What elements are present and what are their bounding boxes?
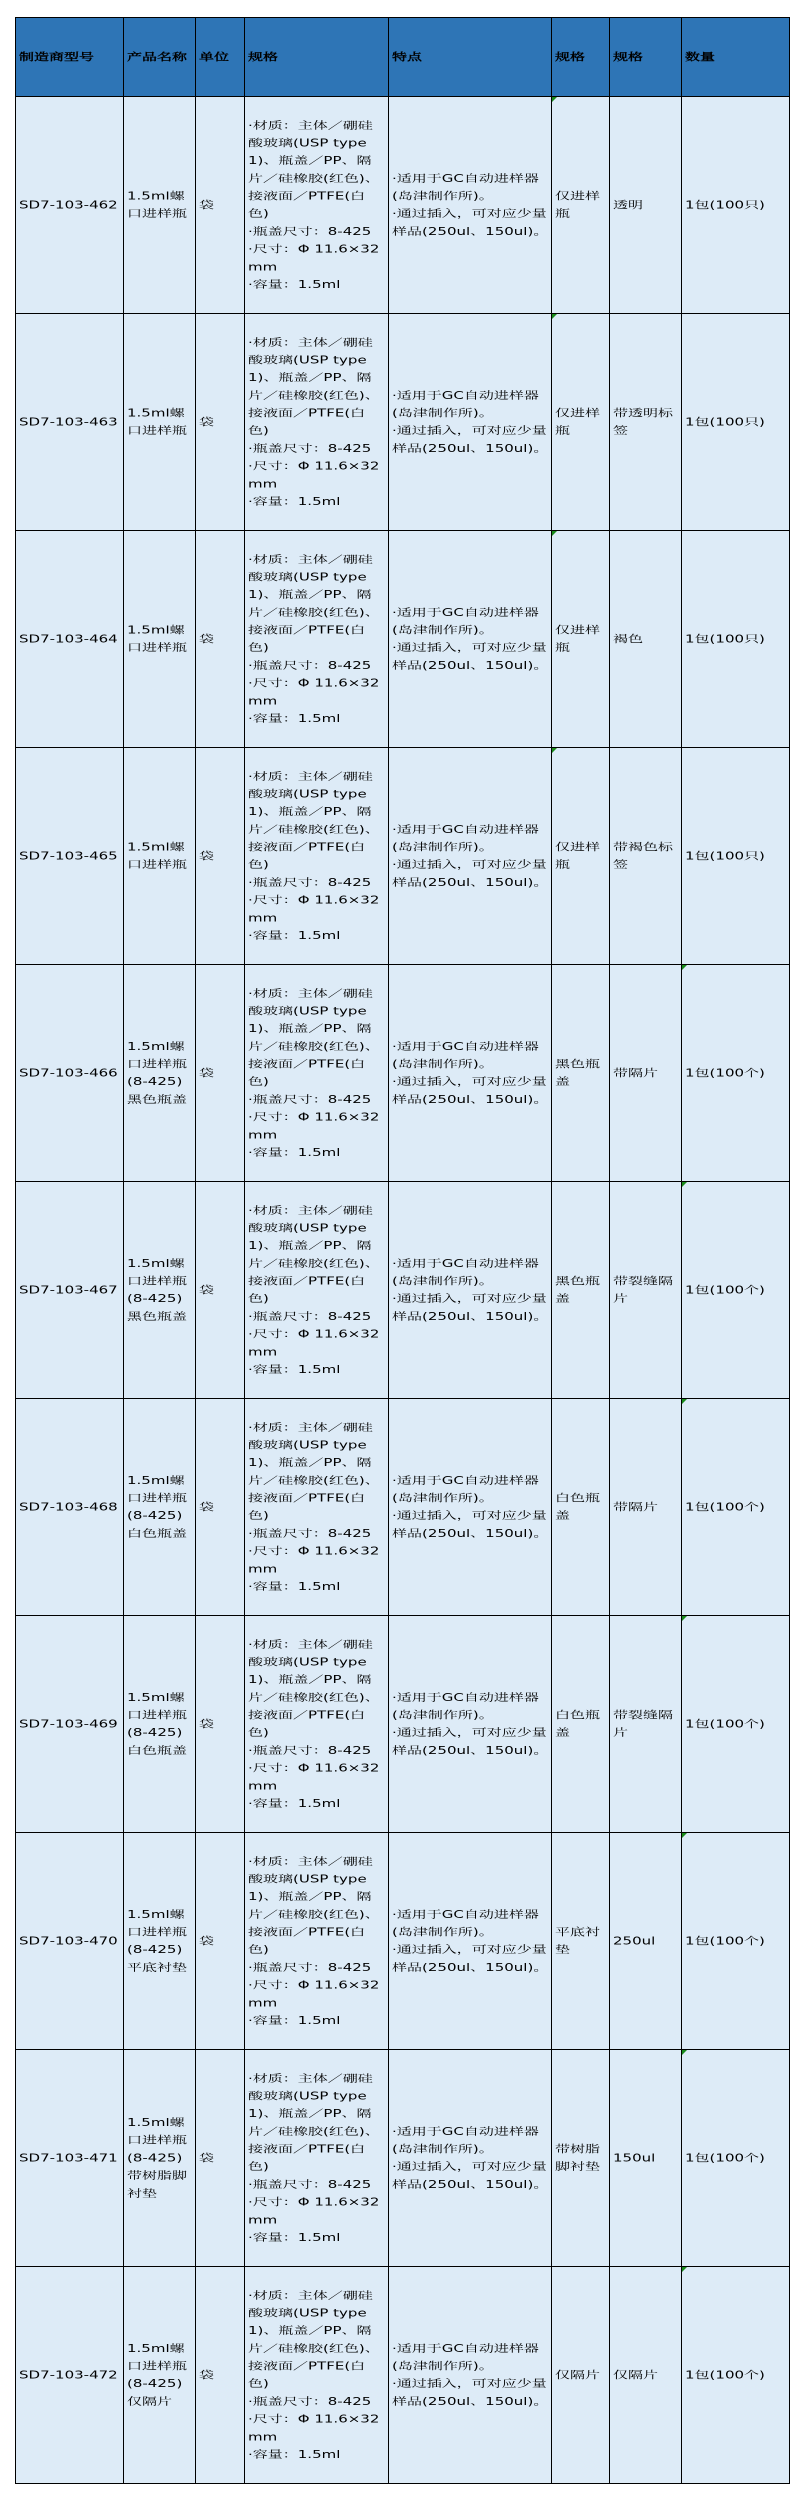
qty-text: 1包(100个)	[685, 2151, 765, 2165]
model-cell[interactable]	[16, 314, 124, 531]
features-line: ·通过插入，可对应少量样品(250ul、150ul)。	[392, 1726, 549, 1757]
variant-text: 150ul	[613, 2151, 656, 2165]
spec-line: ·材质：主体／硼硅酸玻璃(USP type1)、瓶盖／PP、隔片／硅橡胶(红色)、接液面／PTFE(白色)	[248, 2289, 380, 2390]
table-row	[16, 2050, 790, 2267]
header-label: 规格	[613, 50, 644, 64]
unit-text: 袋	[199, 1717, 215, 1731]
model-text: SD7-103-465	[19, 849, 118, 863]
model-text: SD7-103-470	[19, 1934, 118, 1948]
qty-cell[interactable]	[682, 1182, 790, 1399]
table-row	[16, 1616, 790, 1833]
variant-cell[interactable]	[610, 1182, 682, 1399]
unit-text: 袋	[199, 2368, 215, 2382]
spec-cell[interactable]	[245, 1833, 389, 2050]
header-label: 特点	[392, 50, 423, 64]
qty-text: 1包(100个)	[685, 1066, 765, 1080]
features-line: ·适用于GC自动进样器(岛津制作所)。	[392, 1908, 539, 1939]
table-row	[16, 1833, 790, 2050]
features-line: ·通过插入，可对应少量样品(250ul、150ul)。	[392, 207, 549, 238]
qty-text: 1包(100个)	[685, 2368, 765, 2382]
features-line: ·适用于GC自动进样器(岛津制作所)。	[392, 2125, 539, 2156]
name-text: 1.5ml螺口进样瓶	[127, 841, 188, 871]
model-text: SD7-103-467	[19, 1283, 118, 1297]
features-line: ·通过插入，可对应少量样品(250ul、150ul)。	[392, 2160, 549, 2191]
qty-text: 1包(100只)	[685, 198, 765, 212]
name-cell[interactable]	[124, 748, 196, 965]
type-text: 黑色瓶盖	[555, 1275, 601, 1305]
model-cell[interactable]	[16, 965, 124, 1182]
unit-text: 袋	[199, 1934, 215, 1948]
table-row	[16, 314, 790, 531]
unit-text: 袋	[199, 632, 215, 646]
type-cell[interactable]	[552, 97, 610, 314]
variant-text: 透明	[613, 198, 644, 212]
header-label: 规格	[555, 50, 586, 64]
name-text: 1.5ml螺口进样瓶(8-425)黑色瓶盖	[127, 1257, 188, 1323]
features-text	[392, 170, 549, 241]
features-line: ·适用于GC自动进样器(岛津制作所)。	[392, 606, 539, 637]
spec-line: ·瓶盖尺寸：8-425	[248, 659, 372, 672]
qty-cell[interactable]	[682, 1616, 790, 1833]
unit-cell[interactable]	[196, 748, 245, 965]
spec-line: ·容量：1.5ml	[248, 2014, 341, 2027]
unit-cell[interactable]	[196, 314, 245, 531]
table-row	[16, 748, 790, 965]
spec-text	[248, 334, 386, 511]
qty-text: 1包(100个)	[685, 1717, 765, 1731]
spec-cell[interactable]	[245, 748, 389, 965]
model-cell[interactable]	[16, 1399, 124, 1616]
spec-line: ·瓶盖尺寸：8-425	[248, 1310, 372, 1323]
spec-text	[248, 1853, 386, 2030]
type-cell[interactable]	[552, 2050, 610, 2267]
name-cell[interactable]	[124, 2050, 196, 2267]
name-cell[interactable]	[124, 1399, 196, 1616]
features-cell[interactable]	[389, 2267, 552, 2484]
spec-line: ·尺寸：Φ 11.6×32mm	[248, 243, 380, 273]
features-text	[392, 1255, 549, 1326]
features-line: ·通过插入，可对应少量样品(250ul、150ul)。	[392, 1943, 549, 1974]
spec-line: ·材质：主体／硼硅酸玻璃(USP type1)、瓶盖／PP、隔片／硅橡胶(红色)、接液面／PTFE(白色)	[248, 1638, 380, 1739]
spec-line: ·容量：1.5ml	[248, 2231, 341, 2244]
spec-line: ·尺寸：Φ 11.6×32mm	[248, 1111, 380, 1141]
model-cell[interactable]	[16, 1616, 124, 1833]
features-line: ·适用于GC自动进样器(岛津制作所)。	[392, 823, 539, 854]
type-cell[interactable]	[552, 314, 610, 531]
spec-text	[248, 1636, 386, 1813]
unit-text: 袋	[199, 1283, 215, 1297]
variant-cell[interactable]	[610, 531, 682, 748]
spec-line: ·瓶盖尺寸：8-425	[248, 442, 372, 455]
features-line: ·适用于GC自动进样器(岛津制作所)。	[392, 172, 539, 203]
unit-text: 袋	[199, 849, 215, 863]
model-text: SD7-103-471	[19, 2151, 118, 2165]
spec-text	[248, 2070, 386, 2247]
features-text	[392, 2340, 549, 2411]
name-text: 1.5ml螺口进样瓶(8-425)白色瓶盖	[127, 1691, 188, 1757]
variant-text: 250ul	[613, 1934, 656, 1948]
features-text	[392, 1472, 549, 1543]
spec-line: ·尺寸：Φ 11.6×32mm	[248, 460, 380, 490]
comment-marker-icon	[682, 1399, 687, 1404]
name-cell[interactable]	[124, 965, 196, 1182]
name-text: 1.5ml螺口进样瓶(8-425)仅隔片	[127, 2342, 188, 2408]
features-text	[392, 387, 549, 458]
table-row	[16, 1399, 790, 1616]
variant-text: 褐色	[613, 632, 644, 646]
type-cell[interactable]	[552, 1833, 610, 2050]
type-text: 黑色瓶盖	[555, 1058, 601, 1088]
model-cell[interactable]	[16, 2050, 124, 2267]
spec-text	[248, 1419, 386, 1596]
type-cell[interactable]	[552, 1616, 610, 1833]
qty-cell[interactable]	[682, 2267, 790, 2484]
features-text	[392, 821, 549, 892]
features-text	[392, 1689, 549, 1760]
features-line: ·通过插入，可对应少量样品(250ul、150ul)。	[392, 424, 549, 455]
header-features	[389, 18, 552, 97]
unit-cell[interactable]	[196, 2050, 245, 2267]
comment-marker-icon	[682, 1833, 687, 1838]
model-cell[interactable]	[16, 531, 124, 748]
type-text: 仅进样瓶	[555, 190, 601, 220]
model-text: SD7-103-463	[19, 415, 118, 429]
variant-text: 带裂缝隔片	[613, 1275, 674, 1305]
unit-cell[interactable]	[196, 2267, 245, 2484]
spec-line: ·容量：1.5ml	[248, 2448, 341, 2461]
unit-cell[interactable]	[196, 1399, 245, 1616]
type-text: 平底衬垫	[555, 1926, 601, 1956]
unit-text: 袋	[199, 415, 215, 429]
qty-text: 1包(100个)	[685, 1283, 765, 1297]
features-line: ·适用于GC自动进样器(岛津制作所)。	[392, 2342, 539, 2373]
type-text: 带树脂脚衬垫	[555, 2143, 601, 2173]
variant-text: 仅隔片	[613, 2368, 659, 2382]
comment-marker-icon	[682, 965, 687, 970]
model-text: SD7-103-469	[19, 1717, 118, 1731]
features-line: ·通过插入，可对应少量样品(250ul、150ul)。	[392, 858, 549, 889]
spec-line: ·瓶盖尺寸：8-425	[248, 1093, 372, 1106]
features-cell[interactable]	[389, 1833, 552, 2050]
unit-cell[interactable]	[196, 1833, 245, 2050]
model-text: SD7-103-464	[19, 632, 118, 646]
spec-text	[248, 2287, 386, 2464]
type-cell[interactable]	[552, 748, 610, 965]
spec-line: ·瓶盖尺寸：8-425	[248, 1961, 372, 1974]
name-text: 1.5ml螺口进样瓶(8-425)白色瓶盖	[127, 1474, 188, 1540]
model-cell[interactable]	[16, 748, 124, 965]
spec-text	[248, 1202, 386, 1379]
type-cell[interactable]	[552, 2267, 610, 2484]
unit-text: 袋	[199, 1500, 215, 1514]
comment-marker-icon	[552, 97, 557, 102]
variant-text: 带隔片	[613, 1500, 659, 1514]
variant-cell[interactable]	[610, 314, 682, 531]
spec-line: ·材质：主体／硼硅酸玻璃(USP type1)、瓶盖／PP、隔片／硅橡胶(红色)、接液面／PTFE(白色)	[248, 553, 380, 654]
unit-cell[interactable]	[196, 1616, 245, 1833]
model-cell[interactable]	[16, 97, 124, 314]
unit-cell[interactable]	[196, 97, 245, 314]
product-table	[15, 17, 790, 2484]
unit-text: 袋	[199, 2151, 215, 2165]
type-text: 仅隔片	[555, 2368, 601, 2382]
spec-line: ·容量：1.5ml	[248, 278, 341, 291]
qty-text: 1包(100个)	[685, 1500, 765, 1514]
unit-text: 袋	[199, 198, 215, 212]
spec-line: ·尺寸：Φ 11.6×32mm	[248, 2196, 380, 2226]
name-text: 1.5ml螺口进样瓶(8-425)带树脂脚衬垫	[127, 2116, 188, 2200]
comment-marker-icon	[552, 314, 557, 319]
header-type	[552, 18, 610, 97]
features-cell[interactable]	[389, 1616, 552, 1833]
qty-cell[interactable]	[682, 965, 790, 1182]
spec-line: ·尺寸：Φ 11.6×32mm	[248, 1328, 380, 1358]
spec-cell[interactable]	[245, 1616, 389, 1833]
model-text: SD7-103-466	[19, 1066, 118, 1080]
spec-line: ·尺寸：Φ 11.6×32mm	[248, 1979, 380, 2009]
spec-cell[interactable]	[245, 965, 389, 1182]
spec-line: ·材质：主体／硼硅酸玻璃(USP type1)、瓶盖／PP、隔片／硅橡胶(红色)、接液面／PTFE(白色)	[248, 2072, 380, 2173]
type-text: 白色瓶盖	[555, 1492, 601, 1522]
type-text: 仅进样瓶	[555, 407, 601, 437]
name-text: 1.5ml螺口进样瓶(8-425)黑色瓶盖	[127, 1040, 188, 1106]
features-cell[interactable]	[389, 1399, 552, 1616]
features-line: ·适用于GC自动进样器(岛津制作所)。	[392, 1040, 539, 1071]
table-row	[16, 97, 790, 314]
name-cell[interactable]	[124, 1182, 196, 1399]
type-cell[interactable]	[552, 1399, 610, 1616]
spec-line: ·容量：1.5ml	[248, 1363, 341, 1376]
header-name	[124, 18, 196, 97]
features-cell[interactable]	[389, 748, 552, 965]
model-text: SD7-103-468	[19, 1500, 118, 1514]
type-cell[interactable]	[552, 531, 610, 748]
spec-cell[interactable]	[245, 2050, 389, 2267]
spec-line: ·尺寸：Φ 11.6×32mm	[248, 894, 380, 924]
variant-text: 带透明标签	[613, 407, 674, 437]
features-line: ·通过插入，可对应少量样品(250ul、150ul)。	[392, 1292, 549, 1323]
spec-cell[interactable]	[245, 97, 389, 314]
variant-cell[interactable]	[610, 97, 682, 314]
variant-text: 带隔片	[613, 1066, 659, 1080]
qty-text: 1包(100只)	[685, 849, 765, 863]
features-cell[interactable]	[389, 314, 552, 531]
features-text	[392, 604, 549, 675]
features-cell[interactable]	[389, 1182, 552, 1399]
spec-text	[248, 117, 386, 294]
name-cell[interactable]	[124, 1616, 196, 1833]
spec-cell[interactable]	[245, 1182, 389, 1399]
spec-line: ·容量：1.5ml	[248, 1580, 341, 1593]
qty-cell[interactable]	[682, 97, 790, 314]
spec-text	[248, 551, 386, 728]
header-qty	[682, 18, 790, 97]
header-label: 产品名称	[127, 50, 188, 64]
header-spec	[245, 18, 389, 97]
model-text: SD7-103-472	[19, 2368, 118, 2382]
spec-line: ·材质：主体／硼硅酸玻璃(USP type1)、瓶盖／PP、隔片／硅橡胶(红色)、接液面／PTFE(白色)	[248, 987, 380, 1088]
features-line: ·适用于GC自动进样器(岛津制作所)。	[392, 1474, 539, 1505]
features-cell[interactable]	[389, 97, 552, 314]
spec-cell[interactable]	[245, 531, 389, 748]
header-label: 制造商型号	[19, 50, 95, 64]
spec-line: ·瓶盖尺寸：8-425	[248, 1744, 372, 1757]
table-row	[16, 1182, 790, 1399]
spec-line: ·瓶盖尺寸：8-425	[248, 2395, 372, 2408]
name-text: 1.5ml螺口进样瓶	[127, 624, 188, 654]
header-model	[16, 18, 124, 97]
type-text: 仅进样瓶	[555, 841, 601, 871]
spec-line: ·尺寸：Φ 11.6×32mm	[248, 2413, 380, 2443]
type-cell[interactable]	[552, 1182, 610, 1399]
variant-cell[interactable]	[610, 2050, 682, 2267]
spec-cell[interactable]	[245, 2267, 389, 2484]
spec-text	[248, 985, 386, 1162]
table-row	[16, 965, 790, 1182]
variant-cell[interactable]	[610, 748, 682, 965]
table-row	[16, 2267, 790, 2484]
spec-line: ·尺寸：Φ 11.6×32mm	[248, 677, 380, 707]
spec-line: ·材质：主体／硼硅酸玻璃(USP type1)、瓶盖／PP、隔片／硅橡胶(红色)、接液面／PTFE(白色)	[248, 1421, 380, 1522]
header-label: 数量	[685, 50, 716, 64]
model-text: SD7-103-462	[19, 198, 118, 212]
table-row	[16, 531, 790, 748]
variant-cell[interactable]	[610, 2267, 682, 2484]
features-line: ·通过插入，可对应少量样品(250ul、150ul)。	[392, 2377, 549, 2408]
table-header	[16, 18, 790, 97]
features-line: ·通过插入，可对应少量样品(250ul、150ul)。	[392, 641, 549, 672]
header-variant	[610, 18, 682, 97]
qty-cell[interactable]	[682, 314, 790, 531]
variant-text: 带褐色标签	[613, 841, 674, 871]
features-line: ·适用于GC自动进样器(岛津制作所)。	[392, 1257, 539, 1288]
spec-line: ·容量：1.5ml	[248, 929, 341, 942]
features-line: ·通过插入，可对应少量样品(250ul、150ul)。	[392, 1509, 549, 1540]
comment-marker-icon	[682, 2267, 687, 2272]
features-text	[392, 1038, 549, 1109]
name-cell[interactable]	[124, 531, 196, 748]
name-text: 1.5ml螺口进样瓶	[127, 190, 188, 220]
name-cell[interactable]	[124, 1833, 196, 2050]
unit-cell[interactable]	[196, 1182, 245, 1399]
type-text: 仅进样瓶	[555, 624, 601, 654]
header-unit	[196, 18, 245, 97]
qty-cell[interactable]	[682, 1399, 790, 1616]
features-text	[392, 2123, 549, 2194]
type-text: 白色瓶盖	[555, 1709, 601, 1739]
qty-cell[interactable]	[682, 531, 790, 748]
qty-cell[interactable]	[682, 748, 790, 965]
spec-line: ·材质：主体／硼硅酸玻璃(USP type1)、瓶盖／PP、隔片／硅橡胶(红色)、接液面／PTFE(白色)	[248, 119, 380, 220]
name-text: 1.5ml螺口进样瓶(8-425)平底衬垫	[127, 1908, 188, 1974]
features-cell[interactable]	[389, 2050, 552, 2267]
type-cell[interactable]	[552, 965, 610, 1182]
spec-line: ·材质：主体／硼硅酸玻璃(USP type1)、瓶盖／PP、隔片／硅橡胶(红色)、接液面／PTFE(白色)	[248, 336, 380, 437]
model-cell[interactable]	[16, 1833, 124, 2050]
header-label: 单位	[199, 50, 230, 64]
spec-cell[interactable]	[245, 1399, 389, 1616]
name-cell[interactable]	[124, 97, 196, 314]
spec-line: ·容量：1.5ml	[248, 1146, 341, 1159]
comment-marker-icon	[682, 1182, 687, 1187]
spec-line: ·容量：1.5ml	[248, 1797, 341, 1810]
unit-text: 袋	[199, 1066, 215, 1080]
unit-cell[interactable]	[196, 965, 245, 1182]
features-text	[392, 1906, 549, 1977]
spec-line: ·容量：1.5ml	[248, 495, 341, 508]
spec-line: ·瓶盖尺寸：8-425	[248, 1527, 372, 1540]
spec-text	[248, 768, 386, 945]
spec-line: ·瓶盖尺寸：8-425	[248, 876, 372, 889]
spec-cell[interactable]	[245, 314, 389, 531]
qty-cell[interactable]	[682, 2050, 790, 2267]
comment-marker-icon	[552, 531, 557, 536]
spec-line: ·材质：主体／硼硅酸玻璃(USP type1)、瓶盖／PP、隔片／硅橡胶(红色)、接液面／PTFE(白色)	[248, 1204, 380, 1305]
spec-line: ·容量：1.5ml	[248, 712, 341, 725]
qty-text: 1包(100只)	[685, 415, 765, 429]
spec-line: ·瓶盖尺寸：8-425	[248, 225, 372, 238]
spec-line: ·尺寸：Φ 11.6×32mm	[248, 1545, 380, 1575]
variant-text: 带裂缝隔片	[613, 1709, 674, 1739]
spec-line: ·材质：主体／硼硅酸玻璃(USP type1)、瓶盖／PP、隔片／硅橡胶(红色)、接液面／PTFE(白色)	[248, 770, 380, 871]
variant-cell[interactable]	[610, 1399, 682, 1616]
unit-cell[interactable]	[196, 531, 245, 748]
spec-line: ·尺寸：Φ 11.6×32mm	[248, 1762, 380, 1792]
name-cell[interactable]	[124, 2267, 196, 2484]
model-cell[interactable]	[16, 1182, 124, 1399]
model-cell[interactable]	[16, 2267, 124, 2484]
variant-cell[interactable]	[610, 965, 682, 1182]
comment-marker-icon	[552, 748, 557, 753]
header-label: 规格	[248, 50, 279, 64]
qty-text: 1包(100只)	[685, 632, 765, 646]
features-line: ·适用于GC自动进样器(岛津制作所)。	[392, 389, 539, 420]
qty-cell[interactable]	[682, 1833, 790, 2050]
features-cell[interactable]	[389, 531, 552, 748]
comment-marker-icon	[682, 1616, 687, 1621]
qty-text: 1包(100个)	[685, 1934, 765, 1948]
name-text: 1.5ml螺口进样瓶	[127, 407, 188, 437]
comment-marker-icon	[682, 2050, 687, 2055]
spec-line: ·瓶盖尺寸：8-425	[248, 2178, 372, 2191]
features-cell[interactable]	[389, 965, 552, 1182]
spec-line: ·材质：主体／硼硅酸玻璃(USP type1)、瓶盖／PP、隔片／硅橡胶(红色)、接液面／PTFE(白色)	[248, 1855, 380, 1956]
features-line: ·通过插入，可对应少量样品(250ul、150ul)。	[392, 1075, 549, 1106]
variant-cell[interactable]	[610, 1833, 682, 2050]
variant-cell[interactable]	[610, 1616, 682, 1833]
features-line: ·适用于GC自动进样器(岛津制作所)。	[392, 1691, 539, 1722]
name-cell[interactable]	[124, 314, 196, 531]
